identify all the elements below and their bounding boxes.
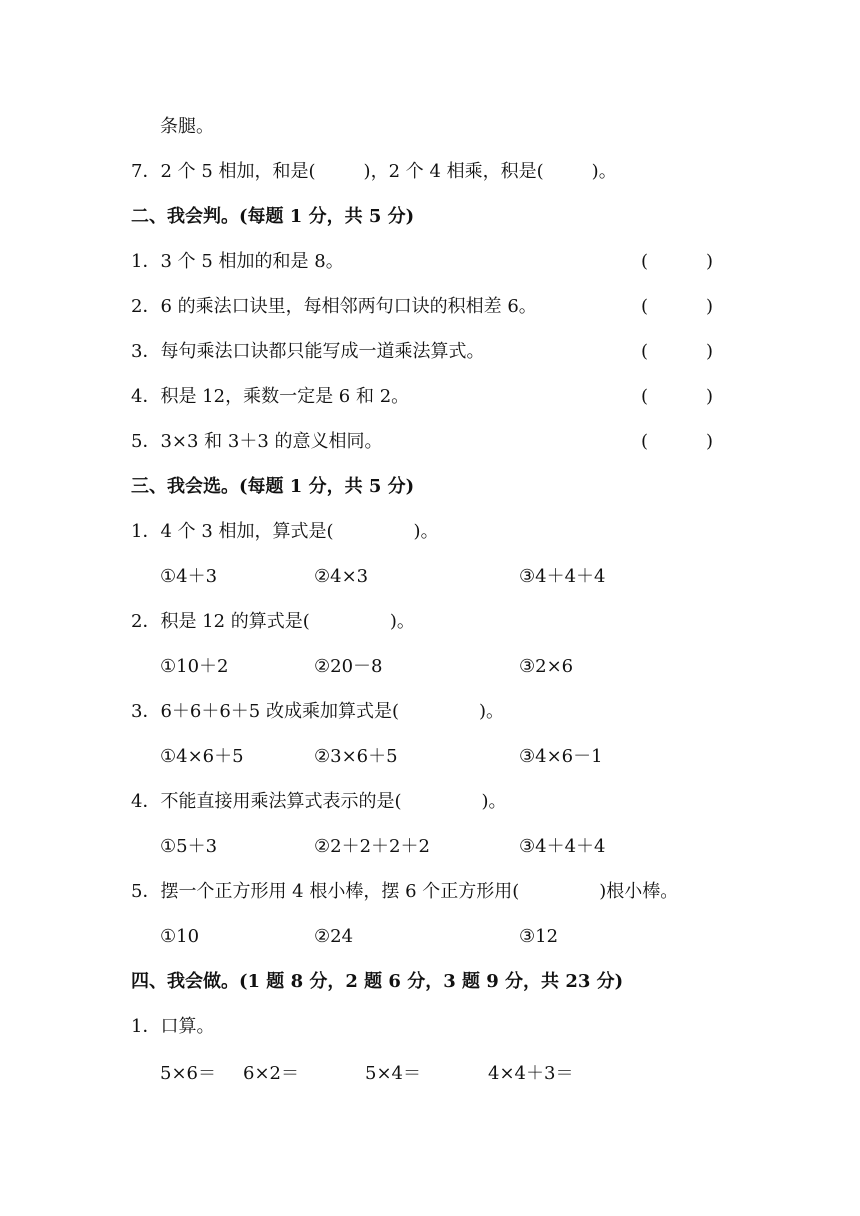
question-number: 7． xyxy=(131,161,161,182)
question-text-part: )。 xyxy=(481,791,507,812)
choice-question xyxy=(131,700,504,724)
question-text-part: 2 个 5 相加，和是( xyxy=(160,161,316,182)
choice-option-1[interactable]: ①10＋2 xyxy=(160,656,229,677)
choice-option-2[interactable]: ②24 xyxy=(314,926,354,947)
calc-item: 5×4＝ xyxy=(365,1063,421,1084)
choice-option-3[interactable]: ③4＋4＋4 xyxy=(519,836,606,857)
question-text: 每句乘法口诀都只能写成一道乘法算式。 xyxy=(160,341,485,362)
judge-item xyxy=(131,250,344,274)
calc-item: 6×2＝ xyxy=(243,1063,299,1084)
question-text-part: 摆一个正方形用 4 根小棒，摆 6 个正方形用( xyxy=(160,881,520,902)
judge-answer-box[interactable] xyxy=(641,250,713,274)
judge-answer-box[interactable] xyxy=(641,340,713,364)
question-number: 5． xyxy=(131,431,161,452)
question-number: 3． xyxy=(131,341,161,362)
choice-question xyxy=(131,790,507,814)
choice-option-2[interactable]: ②4×3 xyxy=(314,566,369,587)
judge-item xyxy=(131,340,484,364)
question-number: 4． xyxy=(131,386,161,407)
choice-question xyxy=(131,880,678,904)
judge-answer-box[interactable] xyxy=(641,430,713,454)
calc-item: 4×4＋3＝ xyxy=(488,1063,574,1084)
judge-answer-box[interactable] xyxy=(641,385,713,409)
question-text-part: )根小棒。 xyxy=(599,881,679,902)
section-2-heading: 二、我会判。(每题 1 分，共 5 分) xyxy=(131,206,415,227)
question-text: 3×3 和 3＋3 的意义相同。 xyxy=(160,431,383,452)
question-number: 2． xyxy=(131,611,161,632)
question-text-part: )。 xyxy=(389,611,415,632)
question-text: 口算。 xyxy=(160,1016,215,1037)
judge-item xyxy=(131,295,537,319)
question-text-part: )，2 个 4 相乘，积是( xyxy=(363,161,544,182)
continuation-text: 条腿。 xyxy=(160,116,214,137)
section-4-heading: 四、我会做。(1 题 8 分，2 题 6 分，3 题 9 分，共 23 分) xyxy=(131,971,624,992)
question-text: 积是 12，乘数一定是 6 和 2。 xyxy=(160,386,410,407)
calc-item: 5×6＝ xyxy=(160,1063,216,1084)
paren-close: ) xyxy=(706,431,714,452)
question-number: 4． xyxy=(131,791,161,812)
choice-question xyxy=(131,520,439,544)
choice-option-3[interactable]: ③12 xyxy=(519,926,559,947)
choice-option-2[interactable]: ②2＋2＋2＋2 xyxy=(314,836,430,857)
choice-option-3[interactable]: ③2×6 xyxy=(519,656,574,677)
sub-question-1 xyxy=(131,1015,214,1039)
judge-item xyxy=(131,430,383,454)
question-7 xyxy=(131,160,617,184)
paren-open: ( xyxy=(641,251,649,272)
question-number: 1． xyxy=(131,521,161,542)
question-text: 6 的乘法口诀里，每相邻两句口诀的积相差 6。 xyxy=(160,296,537,317)
paren-close: ) xyxy=(706,386,714,407)
choice-question xyxy=(131,610,415,634)
paren-open: ( xyxy=(641,386,649,407)
question-text-part: )。 xyxy=(479,701,505,722)
question-text-part: 4 个 3 相加，算式是( xyxy=(160,521,334,542)
question-number: 1． xyxy=(131,1016,161,1037)
paren-close: ) xyxy=(706,341,714,362)
question-number: 5． xyxy=(131,881,161,902)
choice-option-1[interactable]: ①5＋3 xyxy=(160,836,218,857)
question-text-part: 6＋6＋6＋5 改成乘加算式是( xyxy=(160,701,400,722)
choice-option-1[interactable]: ①4＋3 xyxy=(160,566,218,587)
choice-option-1[interactable]: ①4×6＋5 xyxy=(160,746,244,767)
choice-option-2[interactable]: ②3×6＋5 xyxy=(314,746,398,767)
choice-option-3[interactable]: ③4×6－1 xyxy=(519,746,603,767)
question-text-part: 积是 12 的算式是( xyxy=(160,611,310,632)
choice-option-3[interactable]: ③4＋4＋4 xyxy=(519,566,606,587)
question-text: 3 个 5 相加的和是 8。 xyxy=(160,251,344,272)
paren-close: ) xyxy=(706,296,714,317)
question-number: 1． xyxy=(131,251,161,272)
judge-answer-box[interactable] xyxy=(641,295,713,319)
question-text-part: 不能直接用乘法算式表示的是( xyxy=(160,791,402,812)
question-text-part: )。 xyxy=(413,521,439,542)
paren-open: ( xyxy=(641,296,649,317)
paren-open: ( xyxy=(641,431,649,452)
choice-option-1[interactable]: ①10 xyxy=(160,926,200,947)
choice-option-2[interactable]: ②20－8 xyxy=(314,656,383,677)
section-3-heading: 三、我会选。(每题 1 分，共 5 分) xyxy=(131,476,415,497)
paren-close: ) xyxy=(706,251,714,272)
question-number: 2． xyxy=(131,296,161,317)
question-text-part: )。 xyxy=(591,161,617,182)
paren-open: ( xyxy=(641,341,649,362)
judge-item xyxy=(131,385,409,409)
question-number: 3． xyxy=(131,701,161,722)
